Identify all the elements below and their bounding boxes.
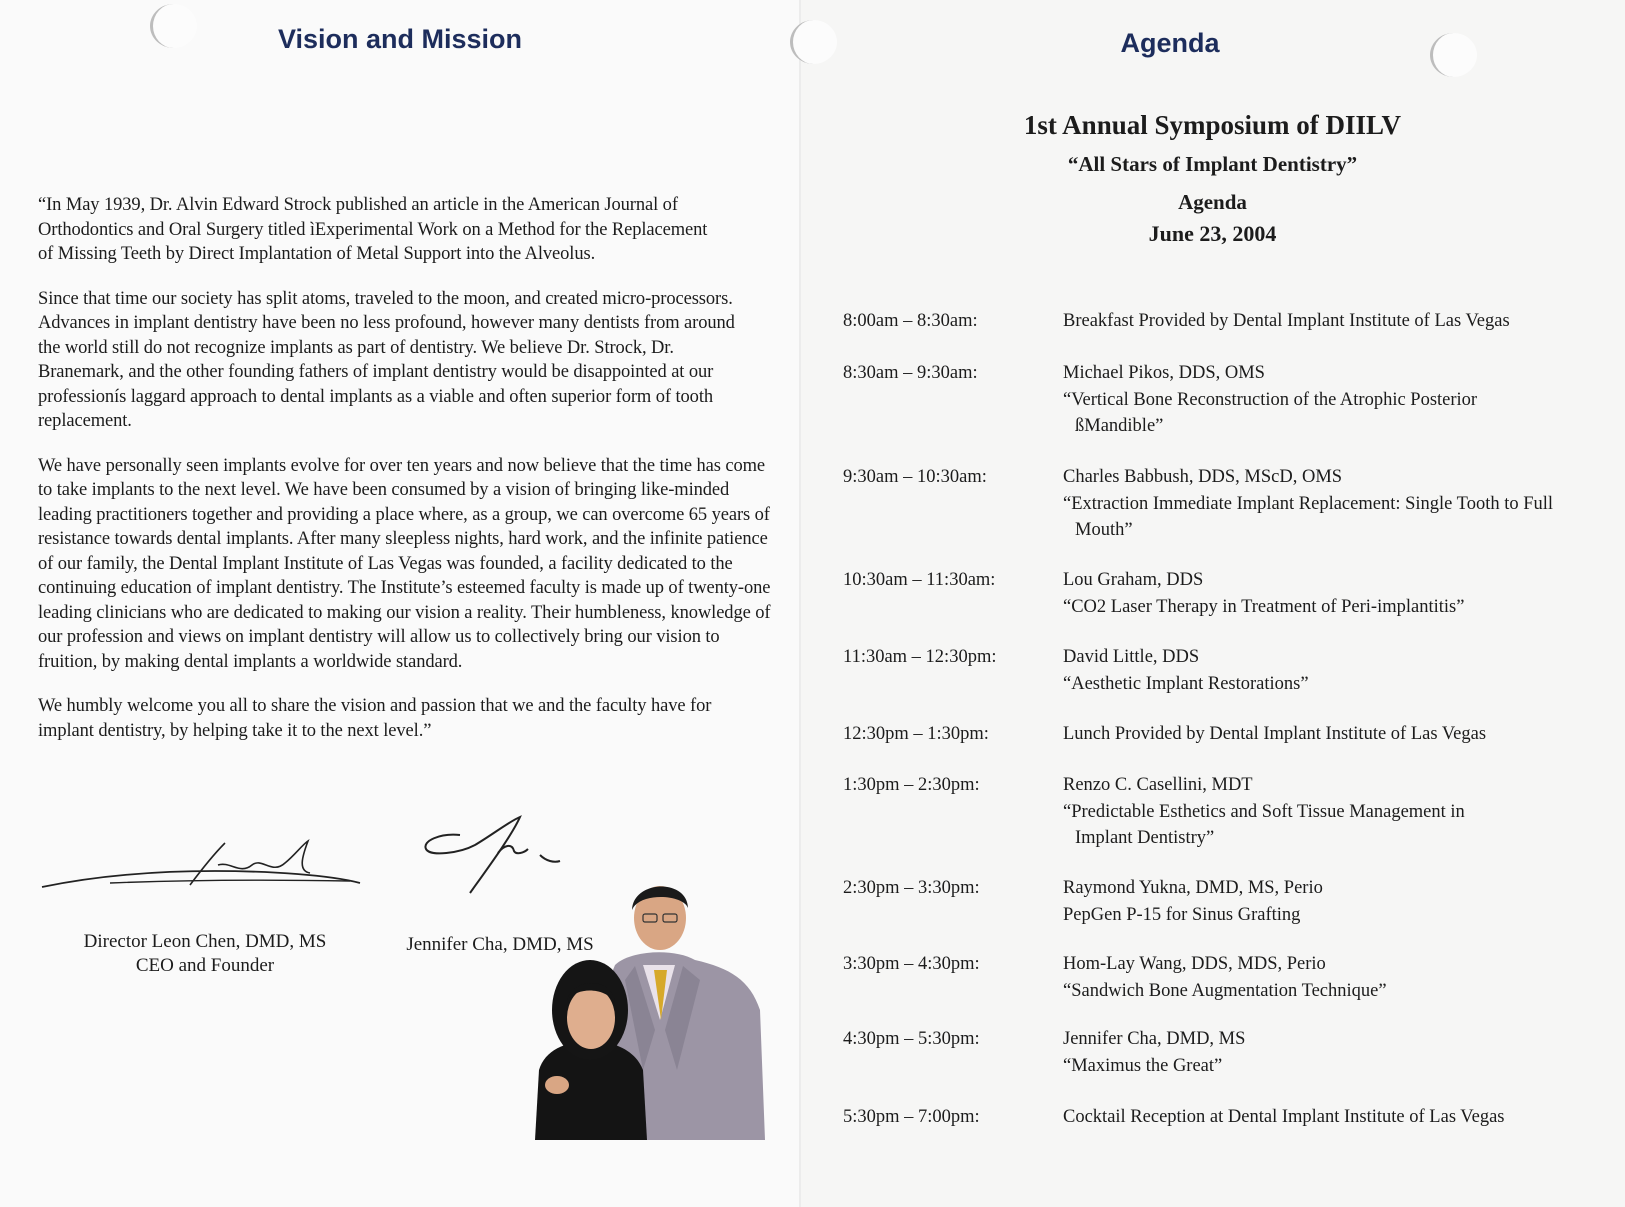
- mission-letter: [38, 193, 773, 763]
- letter-paragraph: We have personally seen implants evolve for over ten years and now believe that the time has come to take implants to the next level. We have been consumed by a vision of bringing like-minded leading practitioners together and providing a place where, as a group, we can overcome 65 years of resistance towards dental implants. After many sleepless nights, hard work, and the infinite patience of our family, the Dental Implant Institute of Las Vegas was founded, a facility dedicated to the continuing education of implant dentistry. The Institute’s esteemed faculty is made up of twenty-one leading clinicians who are dedicated to making our vision a reality. Their humbleness, knowledge of our profession and views on implant dentistry will allow us to collectively bring our vision to fruition, by making dental implants a worldwide standard.: [38, 455, 771, 672]
- session-detail: [1063, 951, 1583, 1004]
- session-time: 4:30pm – 5:30pm:: [843, 1029, 980, 1049]
- session-topic: “CO2 Laser Therapy in Treatment of Peri-implantitis”: [1063, 596, 1465, 617]
- session-speaker: Lunch Provided by Dental Implant Institute of Las Vegas: [1063, 724, 1487, 744]
- session-detail: [1063, 308, 1583, 335]
- session-speaker: Renzo C. Casellini, MDT: [1063, 775, 1253, 795]
- session-topic: “Extraction Immediate Implant Replacement: Single Tooth to Full Mouth”: [1063, 493, 1554, 540]
- session-detail: [1063, 360, 1583, 440]
- session-time: 3:30pm – 4:30pm:: [843, 954, 980, 974]
- session-time: 10:30am – 11:30am:: [843, 570, 996, 590]
- director-title: CEO and Founder: [135, 955, 275, 976]
- director-name: Director Leon Chen, DMD, MS: [83, 931, 327, 952]
- symposium-subtitle: “All Stars of Implant Dentistry”: [1067, 152, 1358, 176]
- session-speaker: Jennifer Cha, DMD, MS: [1063, 1029, 1246, 1049]
- agenda-title: Agenda: [1120, 28, 1220, 58]
- session-speaker: David Little, DDS: [1063, 647, 1200, 667]
- punch-hole-icon: [150, 4, 197, 48]
- agenda-label: Agenda: [1178, 190, 1247, 214]
- session-time: 8:00am – 8:30am:: [843, 311, 978, 331]
- page-fold: [799, 0, 801, 1207]
- session-speaker: Lou Graham, DDS: [1063, 570, 1204, 590]
- signature-leon-chen: [40, 835, 370, 895]
- session-speaker: Cocktail Reception at Dental Implant Institute of Las Vegas: [1063, 1107, 1505, 1127]
- session-topic: “Sandwich Bone Augmentation Technique”: [1063, 980, 1387, 1001]
- session-time: 9:30am – 10:30am:: [843, 467, 987, 487]
- punch-hole-icon: [1430, 33, 1477, 77]
- session-topic: “Aesthetic Implant Restorations”: [1063, 673, 1309, 694]
- session-detail: [1063, 1026, 1583, 1079]
- vision-mission-title: Vision and Mission: [277, 24, 523, 54]
- session-detail: [1063, 464, 1583, 544]
- letter-paragraph: Since that time our society has split atoms, traveled to the moon, and created micro-processors. Advances in implant dentistry have been no less profound, however many dentists from around the world still do not recognize implants as part of dentistry. We believe Dr. Strock, Dr. Branemark, and the other founding fathers of implant dentistry would be disappointed at our professionís laggard approach to dental implants as a viable and often superior form of tooth replacement.: [38, 288, 735, 431]
- session-topic: PepGen P-15 for Sinus Grafting: [1063, 904, 1301, 925]
- session-time: 8:30am – 9:30am:: [843, 363, 978, 383]
- symposium-title: 1st Annual Symposium of DIILV: [1023, 110, 1402, 140]
- session-speaker: Charles Babbush, DDS, MScD, OMS: [1063, 467, 1343, 487]
- session-detail: [1063, 1104, 1583, 1131]
- session-detail: [1063, 567, 1583, 620]
- founders-photo: [535, 870, 767, 1140]
- session-topic: “Predictable Esthetics and Soft Tissue Management in Implant Dentistry”: [1063, 801, 1465, 848]
- session-speaker: Raymond Yukna, DMD, MS, Perio: [1063, 878, 1323, 898]
- session-time: 12:30pm – 1:30pm:: [843, 724, 989, 744]
- punch-hole-icon: [790, 20, 837, 64]
- session-speaker: Breakfast Provided by Dental Implant Institute of Las Vegas: [1063, 311, 1510, 331]
- session-time: 2:30pm – 3:30pm:: [843, 878, 980, 898]
- session-speaker: Hom-Lay Wang, DDS, MDS, Perio: [1063, 954, 1326, 974]
- symposium-date: June 23, 2004: [1148, 221, 1277, 246]
- session-speaker: Michael Pikos, DDS, OMS: [1063, 363, 1265, 383]
- session-topic: “Maximus the Great”: [1063, 1055, 1223, 1076]
- session-time: 5:30pm – 7:00pm:: [843, 1107, 980, 1127]
- session-topic: “Vertical Bone Reconstruction of the Atrophic Posterior ßMandible”: [1063, 389, 1478, 436]
- session-time: 11:30am – 12:30pm:: [843, 647, 997, 667]
- session-detail: [1063, 772, 1583, 852]
- letter-paragraph: “In May 1939, Dr. Alvin Edward Strock published an article in the American Journal of Orthodontics and Oral Surgery titled ìExperimental Work on a Method for the Replacement of Missing Teeth by Direct Implantation of Metal Support into the Alveolus.: [38, 195, 708, 264]
- session-detail: [1063, 875, 1583, 928]
- session-time: 1:30pm – 2:30pm:: [843, 775, 980, 795]
- session-detail: [1063, 644, 1583, 697]
- letter-paragraph: We humbly welcome you all to share the vision and passion that we and the faculty have for implant dentistry, by helping take it to the next level.”: [38, 696, 712, 741]
- cofounder-name: Jennifer Cha, DMD, MS: [406, 934, 594, 955]
- session-detail: [1063, 721, 1583, 748]
